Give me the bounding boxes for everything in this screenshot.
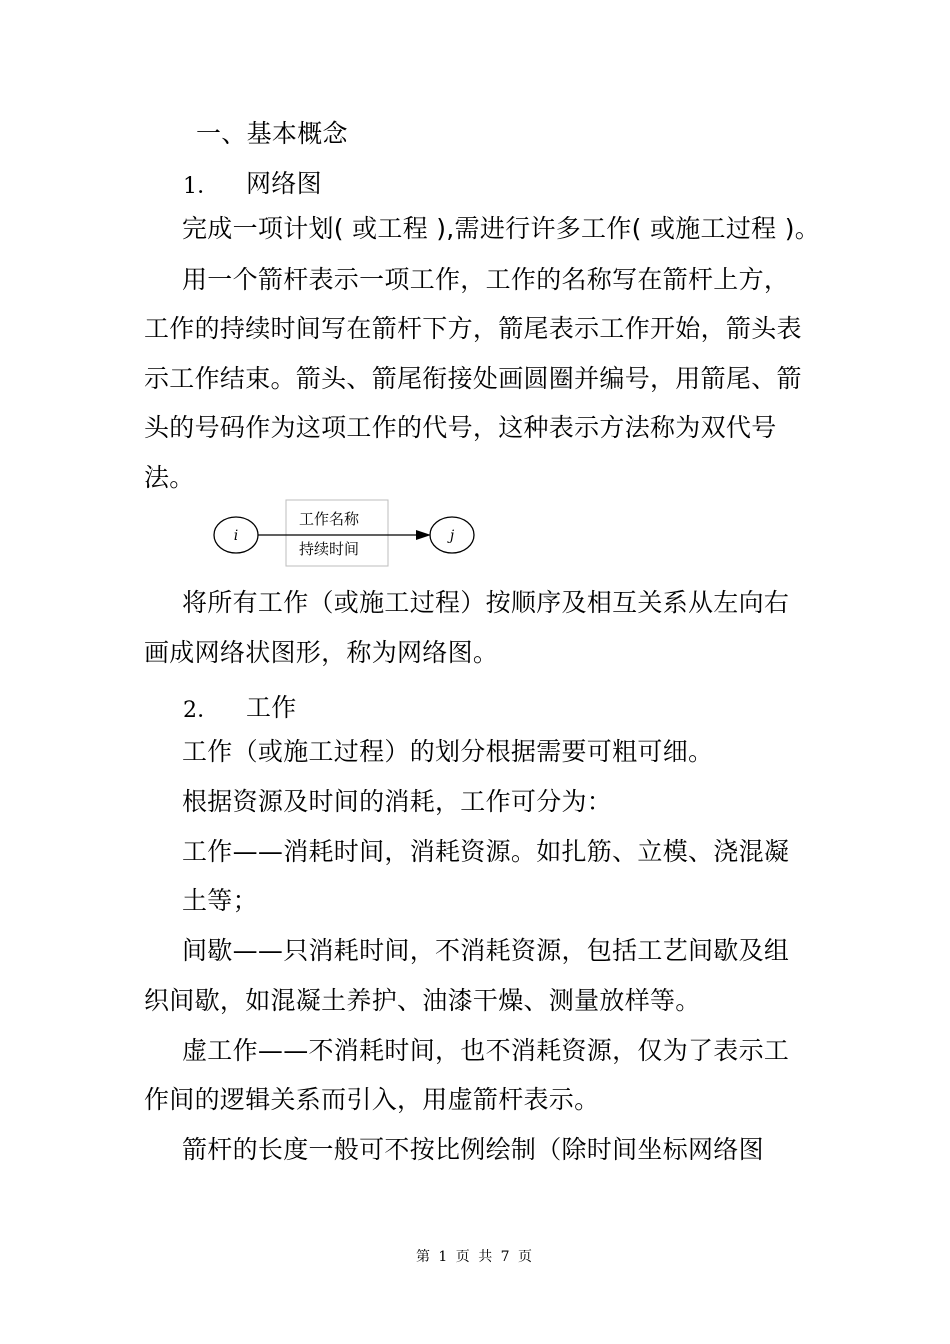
- paragraph-8-line-2: 作间的逻辑关系而引入，用虚箭杆表示。: [144, 1085, 600, 1114]
- start-node-label: i: [233, 528, 239, 544]
- item1-title: 网络图: [246, 169, 322, 198]
- duration-label: 持续时间: [299, 540, 360, 558]
- paragraph-2-line-4: 头的号码作为这项工作的代号，这种表示方法称为双代号: [144, 413, 777, 442]
- arrow-diagram: [205, 495, 485, 575]
- paragraph-2-line-2: 工作的持续时间写在箭杆下方，箭尾表示工作开始，箭头表: [144, 314, 802, 343]
- paragraph-6-line-2: 土等；: [182, 886, 258, 915]
- paragraph-4: 工作（或施工过程）的划分根据需要可粗可细。: [182, 737, 714, 766]
- paragraph-5: 根据资源及时间的消耗，工作可分为：: [182, 787, 613, 816]
- paragraph-2-line-3: 示工作结束。箭头、箭尾衔接处画圆圈并编号，用箭尾、箭: [144, 364, 802, 393]
- item1-number: 1．: [183, 174, 220, 199]
- paragraph-7-line-1: 间歇——只消耗时间，不消耗资源，包括工艺间歇及组: [182, 936, 790, 965]
- paragraph-3-line-2: 画成网络状图形，称为网络图。: [144, 638, 499, 667]
- paragraph-6-line-1: 工作——消耗时间，消耗资源。如扎筋、立模、浇混凝: [182, 837, 790, 866]
- item2-title: 工作: [246, 693, 297, 722]
- arrow-head: [416, 530, 431, 540]
- work-name-label: 工作名称: [299, 510, 360, 528]
- item2-number: 2．: [183, 698, 220, 723]
- paragraph-7-line-2: 织间歇，如混凝土养护、油漆干燥、测量放样等。: [144, 986, 701, 1015]
- paragraph-1: 完成一项计划( 或工程 ),需进行许多工作( 或施工过程 )。: [182, 214, 821, 243]
- paragraph-2-line-1: 用一个箭杆表示一项工作，工作的名称写在箭杆上方，: [182, 265, 790, 294]
- paragraph-9: 箭杆的长度一般可不按比例绘制（除时间坐标网络图: [182, 1135, 764, 1164]
- page-footer: 第 1 页 共 7 页: [415, 1249, 535, 1265]
- paragraph-2-line-5: 法。: [144, 463, 195, 492]
- paragraph-3-line-1: 将所有工作（或施工过程）按顺序及相互关系从左向右: [182, 588, 790, 617]
- end-node-label: j: [449, 528, 455, 544]
- paragraph-8-line-1: 虚工作——不消耗时间，也不消耗资源，仅为了表示工: [182, 1036, 790, 1065]
- section-heading: 一、基本概念: [196, 119, 348, 148]
